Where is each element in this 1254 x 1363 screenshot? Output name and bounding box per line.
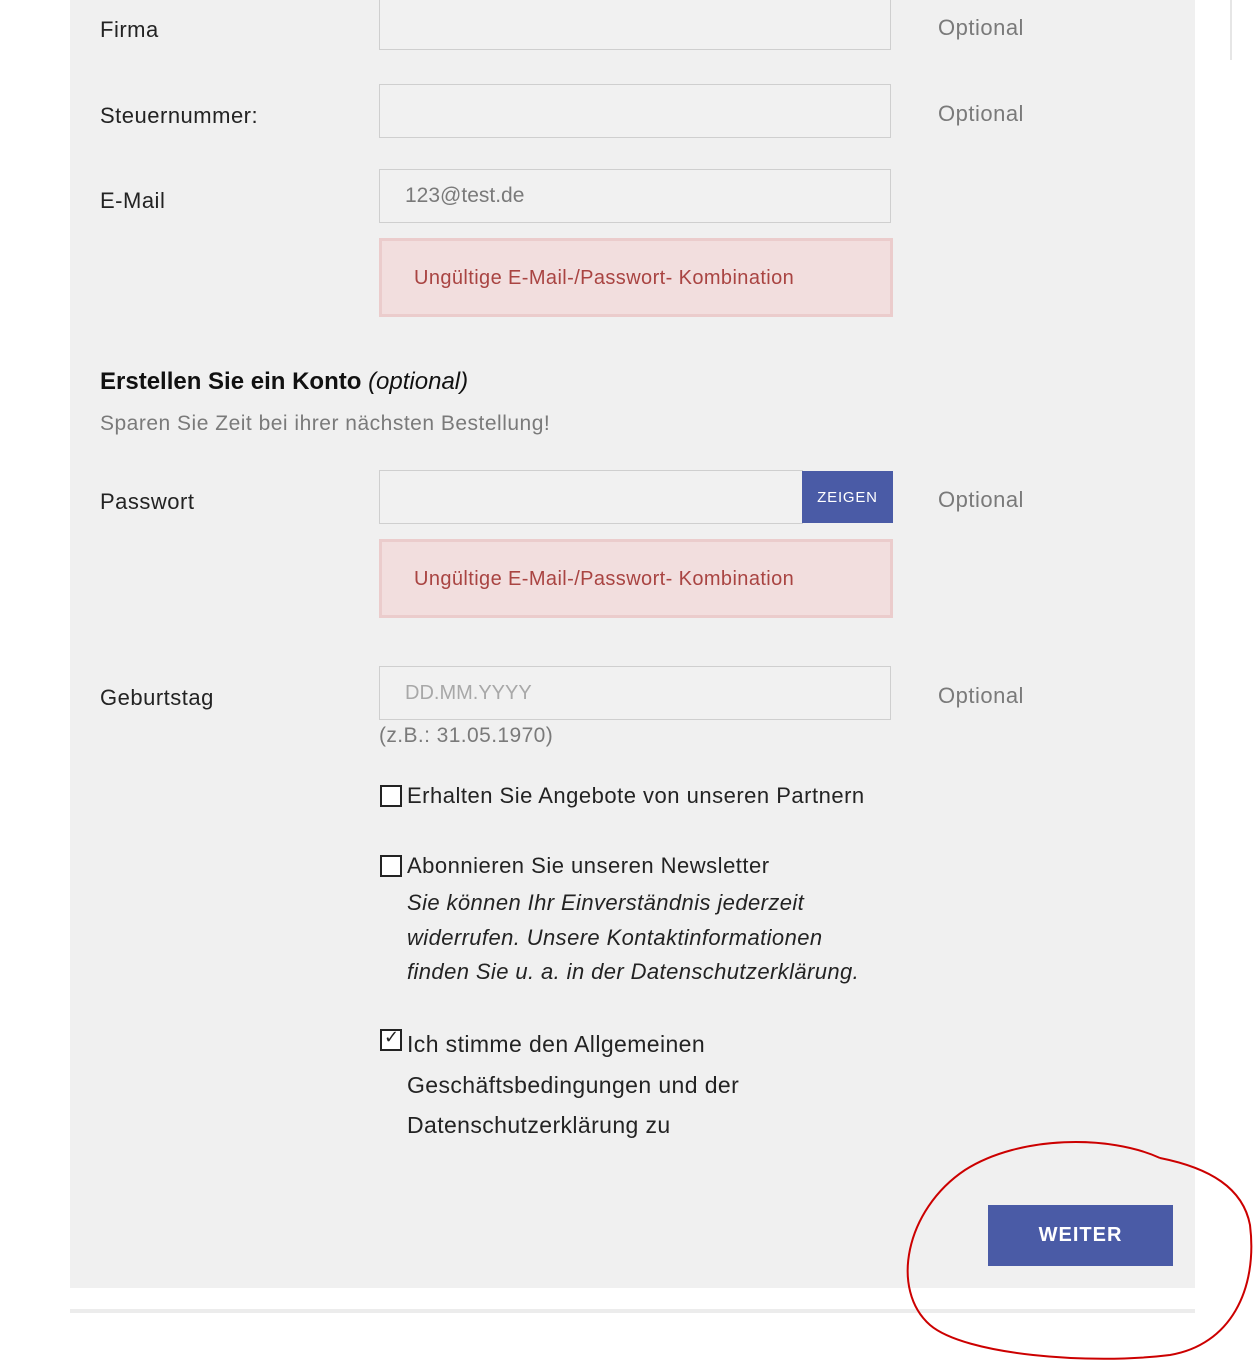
tax-number-input[interactable] bbox=[379, 84, 891, 138]
birthday-format-hint: (z.B.: 31.05.1970) bbox=[379, 724, 554, 747]
partner-offers-checkbox[interactable] bbox=[380, 785, 402, 807]
create-account-optional: (optional) bbox=[368, 368, 469, 395]
email-error-text: Ungültige E-Mail-/Passwort- Kombination bbox=[414, 267, 795, 289]
checkmark-icon: ✓ bbox=[384, 1027, 400, 1047]
birthday-input[interactable] bbox=[379, 666, 891, 720]
birthday-optional-note: Optional bbox=[938, 683, 1024, 708]
email-error-alert bbox=[379, 238, 893, 317]
password-optional-note: Optional bbox=[938, 487, 1024, 512]
create-account-subtitle: Sparen Sie Zeit bei ihrer nächsten Bestellung! bbox=[100, 412, 551, 435]
password-error-alert bbox=[379, 539, 893, 618]
password-label: Passwort bbox=[100, 489, 195, 514]
password-input[interactable] bbox=[379, 470, 803, 524]
company-label: Firma bbox=[100, 17, 159, 42]
terms-checkbox[interactable] bbox=[380, 1029, 402, 1051]
birthday-label: Geburtstag bbox=[100, 685, 214, 710]
show-password-button[interactable]: ZEIGEN bbox=[802, 471, 893, 523]
create-account-heading bbox=[100, 368, 468, 396]
email-label: E-Mail bbox=[100, 188, 166, 213]
newsletter-consent-note: Sie können Ihr Einverständnis jederzeit widerrufen. Unsere Kontaktinformationen finden Sie u. a. in der Datenschutzerklärung. bbox=[407, 890, 860, 984]
tax-number-label: Steuernummer: bbox=[100, 103, 259, 128]
email-input-value: 123@test.de bbox=[405, 184, 525, 207]
partner-offers-label[interactable]: Erhalten Sie Angebote von unseren Partnern bbox=[407, 783, 865, 808]
page-edge-divider bbox=[1230, 0, 1232, 60]
email-input[interactable] bbox=[379, 169, 891, 223]
company-optional-note: Optional bbox=[938, 15, 1024, 40]
company-input[interactable] bbox=[379, 0, 891, 50]
birthday-placeholder: DD.MM.YYYY bbox=[405, 682, 532, 704]
tax-number-optional-note: Optional bbox=[938, 101, 1024, 126]
password-error-text: Ungültige E-Mail-/Passwort- Kombination bbox=[414, 568, 795, 590]
terms-label[interactable]: Ich stimme den Allgemeinen Geschäftsbedingungen und der Datenschutzerklärung zu bbox=[407, 1031, 740, 1138]
form-bottom-divider bbox=[70, 1309, 1195, 1313]
newsletter-checkbox[interactable] bbox=[380, 855, 402, 877]
newsletter-label[interactable]: Abonnieren Sie unseren Newsletter bbox=[407, 853, 770, 878]
create-account-title: Erstellen Sie ein Konto bbox=[100, 368, 362, 395]
continue-button[interactable]: WEITER bbox=[988, 1205, 1173, 1266]
